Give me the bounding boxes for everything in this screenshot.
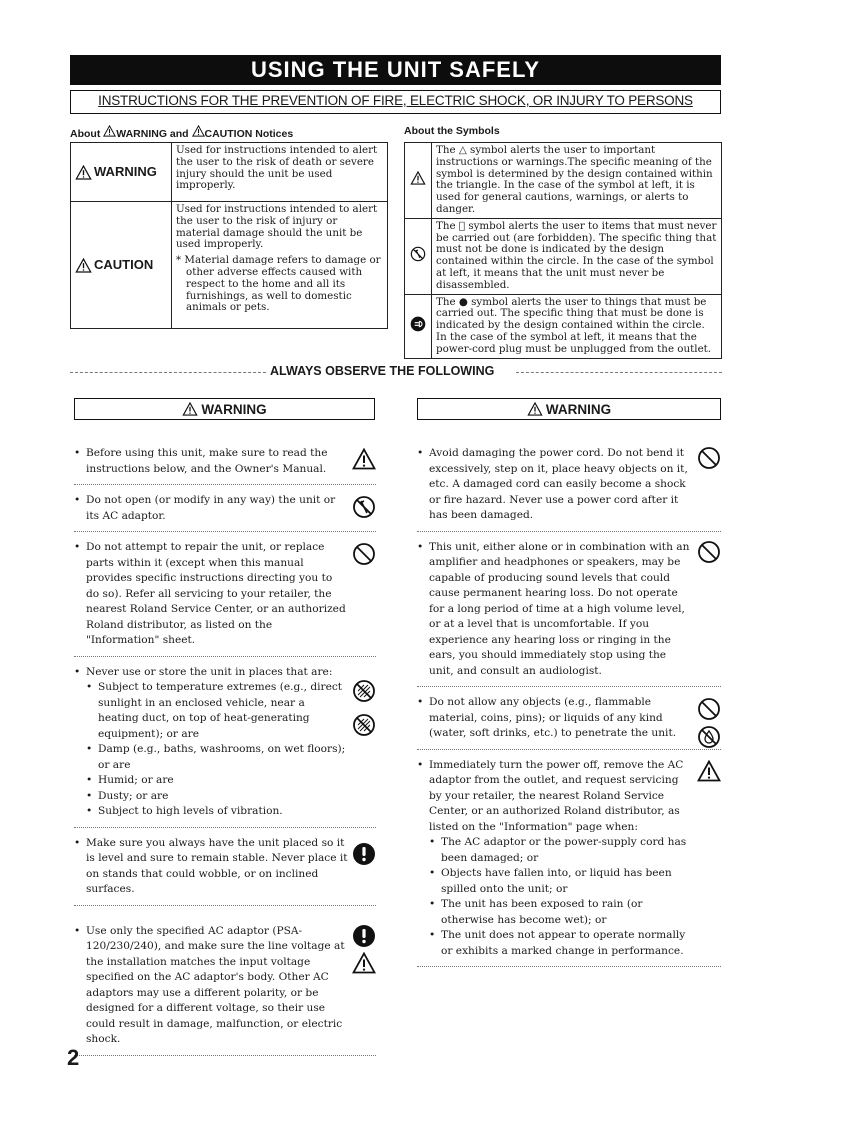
divider-right xyxy=(516,372,722,373)
mandatory-symbol-cell xyxy=(405,294,432,358)
always-observe-heading: ALWAYS OBSERVE THE FOLLOWING xyxy=(270,364,495,378)
list-item: • Before using this unit, make sure to read the instructions below, and the Owner's Manual. xyxy=(74,446,376,485)
divider-left xyxy=(70,372,266,373)
left-warning-column xyxy=(74,446,376,1064)
prohibited-icon xyxy=(697,446,721,470)
triangle-symbol-cell xyxy=(405,143,432,219)
unplug-icon xyxy=(410,316,426,332)
list-item: • Make sure you always have the unit placed so it is level and sure to remain stable. Never place it on stands that could wobble, or on inclined surfaces. xyxy=(74,836,376,906)
list-item: • Never use or store the unit in places that are: • Subject to temperature extremes (e.g., direct sunlight in an enclosed vehicle, near a heating duct, on top of heat-generating equipment); or are • Damp (e.g., baths, washrooms, on wet floors); or are • Humid; or are • Dusty; or are • Subject to high levels of vibration. xyxy=(74,665,376,828)
triangle-symbol-description: The △ symbol alerts the user to important instructions or warnings.The specific meaning of the symbol is determined by the design contained within the triangle. In the case of the symbol at left, it is used for general cautions, warnings, or alerts to danger. xyxy=(432,143,722,219)
warning-label-cell: WARNING xyxy=(71,143,172,202)
forbidden-symbol-cell xyxy=(405,218,432,294)
warning-triangle-icon xyxy=(527,402,543,416)
no-heat-icon xyxy=(352,713,376,737)
prohibited-icon xyxy=(697,540,721,564)
warning-triangle-icon xyxy=(410,171,426,185)
subheading: INSTRUCTIONS FOR THE PREVENTION OF FIRE, ELECTRIC SHOCK, OR INJURY TO PERSONS xyxy=(98,93,693,108)
mandatory-icon xyxy=(352,842,376,866)
caution-description-cell xyxy=(172,202,388,329)
list-item: • Use only the specified AC adaptor (PSA-120/230/240), and make sure the line voltage at the installation matches the input voltage specified on the AC adaptor's body. Other AC adaptors may use a different polarity, or be designed for a different voltage, so their use could result in damage, malfunction, or electric shock. xyxy=(74,924,376,1056)
notices-heading: About WARNING and CAUTION Notices xyxy=(70,125,293,140)
mandatory-icon xyxy=(352,924,376,948)
caution-description: Used for instructions intended to alert the user to the risk of injury or material damage should the unit be used improperly. xyxy=(176,203,378,251)
warning-heading-left: WARNING xyxy=(74,398,375,420)
no-disassembly-icon xyxy=(352,495,376,519)
warning-triangle-icon xyxy=(75,165,92,180)
list-item: • Immediately turn the power off, remove the AC adaptor from the outlet, and request servicing by your retailer, the nearest Roland Service Center, or an authorized Roland distributor, as listed on the "Information" page when: • The AC adaptor or the power-supply cord has been damaged; or • Objects have fallen into, or liquid has been spilled onto the unit; or • The unit has been exposed to rain (or otherwise has become wet); or • The unit does not appear to operate normally or exhibits a marked change in performance. xyxy=(417,758,721,968)
no-liquids-icon xyxy=(697,725,721,749)
warning-triangle-icon xyxy=(352,448,376,470)
page-number: 2 xyxy=(67,1045,80,1070)
title-banner xyxy=(70,55,721,85)
list-item: • Do not attempt to repair the unit, or replace parts within it (except when this manual provides specific instructions directing you to do so). Refer all servicing to your retailer, the nearest Roland Service Center, or an authorized Roland distributor, as listed on the "Information" sheet. xyxy=(74,540,376,657)
warning-triangle-icon xyxy=(697,760,721,782)
page-title: USING THE UNIT SAFELY xyxy=(250,57,541,82)
warning-triangle-icon xyxy=(103,125,116,137)
no-direct-sunlight-icon xyxy=(352,679,376,703)
symbols-table xyxy=(404,142,722,359)
caution-label-cell: CAUTION xyxy=(71,202,172,329)
list-item: • Do not open (or modify in any way) the unit or its AC adaptor. xyxy=(74,493,376,532)
list-item: • Do not allow any objects (e.g., flammable material, coins, pins); or liquids of any kind (water, soft drinks, etc.) to penetrate the unit. xyxy=(417,695,721,750)
symbols-heading: About the Symbols xyxy=(404,125,500,137)
no-disassembly-icon xyxy=(410,246,426,262)
prohibited-icon xyxy=(352,542,376,566)
list-item: • Avoid damaging the power cord. Do not bend it excessively, step on it, place heavy objects on it, etc. A damaged cord can easily become a shock or fire hazard. Never use a power cord after it has been damaged. xyxy=(417,446,721,532)
warning-triangle-icon xyxy=(182,402,198,416)
caution-triangle-icon xyxy=(192,125,205,137)
right-warning-column xyxy=(417,446,721,975)
caution-triangle-icon xyxy=(75,258,92,273)
forbidden-symbol-description: The ⃠ symbol alerts the user to items that must never be carried out (are forbidden). The specific thing that must not be done is indicated by the design contained within the circle. In the case of the symbol at left, it means that the unit must never be disassembled. xyxy=(432,218,722,294)
prohibited-icon xyxy=(697,697,721,721)
warning-description: Used for instructions intended to alert the user to the risk of death or severe injury should the unit be used improperly. xyxy=(172,143,388,202)
notices-table xyxy=(70,142,388,329)
subheading-box xyxy=(70,90,721,114)
mandatory-symbol-description: The ● symbol alerts the user to things that must be carried out. The specific thing that must be done is indicated by the design contained within the circle. In the case of the symbol at left, it means that the power-cord plug must be unplugged from the outlet. xyxy=(432,294,722,358)
list-item: • This unit, either alone or in combination with an amplifier and headphones or speakers, may be capable of producing sound levels that could cause permanent hearing loss. Do not operate for a long period of time at a high volume level, or at a level that is uncomfortable. If you experience any hearing loss or ringing in the ears, you should immediately stop using the unit, and consult an audiologist. xyxy=(417,540,721,688)
caution-footnote: * Material damage refers to damage or other adverse effects caused with respect to the home and all its furnishings, as well to domestic animals or pets. xyxy=(176,254,381,314)
warning-heading-right: WARNING xyxy=(417,398,721,420)
warning-triangle-icon xyxy=(352,952,376,974)
